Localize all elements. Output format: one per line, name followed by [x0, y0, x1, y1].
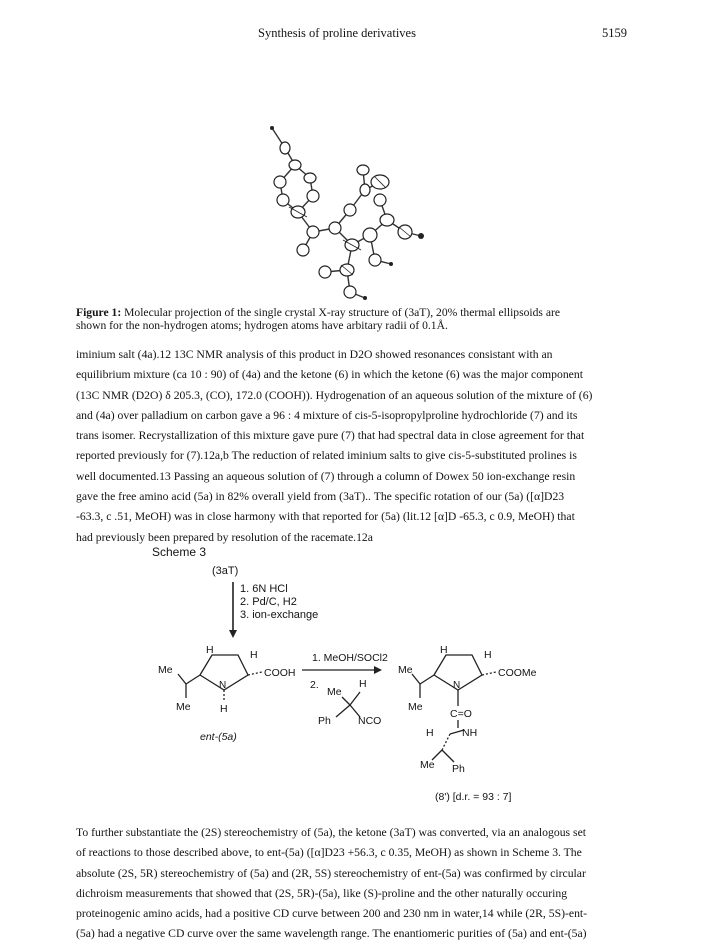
text-line: dichroism measurements that showed that (2S, 5R)-(5a), like (S)-proline and the other naturally occuring: [76, 886, 568, 900]
left-me-1: Me: [158, 664, 173, 676]
text-line: To further substantiate the (2S) stereochemistry of (5a), the ketone (3aT) was converted, via an analogous set: [76, 826, 587, 839]
text-line: trans isomer. Recrystallization of this mixture gave pure (7) that had spectral data in close agreement for that: [76, 429, 585, 443]
reagent-2-nco: NCO: [358, 715, 382, 727]
figure-caption: [76, 307, 632, 332]
page-number: 5159: [602, 26, 627, 40]
reagent-2-number: 2.: [310, 679, 319, 691]
right-h-1: H: [440, 644, 448, 656]
text-line: -63.3, c .51, MeOH) was in close harmony with that reported for (5a) (lit.12 [α]D -65.3, c 0.9, MeOH) that: [76, 510, 575, 524]
left-h-1: H: [206, 644, 214, 656]
right-me-1: Me: [398, 664, 413, 676]
text-line: gave the free amino acid (5a) in 82% overall yield from (3aT).. The specific rotation of our (5a) ([α]D23: [76, 490, 565, 504]
crystal-structure-figure: [255, 120, 455, 305]
text-line: and (4a) over palladium on carbon gave a 96 : 4 mixture of cis-5-isopropylproline hydrochloride (7) and its: [76, 408, 578, 422]
left-cooh: COOH: [264, 667, 296, 679]
right-coome: COOMe: [498, 667, 537, 679]
left-compound-label: ent-(5a): [200, 731, 237, 743]
scheme-title: Scheme 3: [152, 545, 207, 559]
step-3: 3. ion-exchange: [240, 609, 319, 621]
text-line: equilibrium mixture (ca 10 : 90) of (4a) and the ketone (6) in which the ketone (6) was the major component: [76, 368, 583, 382]
start-compound-label: (3aT): [212, 565, 239, 577]
text-line: proteinogenic amino acids, had a positive CD curve between 200 and 230 nm in water,14 while (2R, 5S)-ent-: [76, 907, 588, 921]
caption-text-2: shown for the non-hydrogen atoms; hydrogen atoms have arbitary radii of 0.1Å.: [76, 318, 448, 332]
arrowhead-down: [229, 630, 237, 638]
right-n: N: [453, 680, 461, 691]
reagent-2-me: Me: [327, 686, 342, 698]
right-compound-label: (8') [d.r. = 93 : 7]: [435, 791, 512, 803]
right-me-2: Me: [408, 701, 423, 713]
step-2: 2. Pd/C, H2: [240, 596, 297, 608]
text-line: well documented.13 Passing an aqueous solution of (7) through a column of Dowex 50 ion-exchange resin: [76, 469, 576, 483]
right-h-2: H: [484, 649, 492, 661]
left-me-2: Me: [176, 701, 191, 713]
text-line: (13C NMR (D2O) δ 205.3, (CO), 172.0 (COOH)). Hydrogenation of an aqueous solution of the mixture of (6): [76, 388, 593, 402]
reaction-scheme: [150, 560, 570, 820]
text-line: (5a) had a negative CD curve over the same wavelength range. The enantiomeric purities of (5a) and ent-(5a): [76, 927, 587, 941]
caption-text-1: Molecular projection of the single crystal X-ray structure of (3aT), 20% thermal ellipsoids are: [124, 306, 560, 319]
right-me-3: Me: [420, 759, 435, 771]
text-line: iminium salt (4a).12 13C NMR analysis of this product in D2O showed resonances consistant with an: [76, 348, 553, 361]
right-carbonyl: C=O: [450, 708, 472, 720]
right-nh: NH: [462, 727, 478, 739]
left-n: N: [219, 680, 227, 691]
ent-5a-structure: [178, 655, 262, 700]
right-ph: Ph: [452, 763, 465, 775]
reagent-1: 1. MeOH/SOCl2: [312, 652, 388, 664]
reagent-2-h: H: [359, 678, 367, 690]
arrowhead-right: [374, 666, 382, 674]
figure-label: Figure 1:: [76, 306, 122, 319]
body-paragraph-1: [76, 345, 632, 548]
body-paragraph-2: [76, 823, 632, 945]
left-h-3: H: [220, 703, 228, 715]
running-header: [0, 26, 701, 46]
text-line: of reactions to those described above, to ent-(5a) ([α]D23 +56.3, c 0.35, MeOH) as shown in Scheme 3. The: [76, 846, 582, 860]
text-line: reported previously for (7).12a,b The reduction of related iminium salts to give cis-5-substituted prolines is: [76, 449, 577, 463]
running-title: Synthesis of proline derivatives: [258, 26, 416, 40]
text-line: absolute (2S, 5R) stereochemistry of (5a) and (2R, 5S) stereochemistry of ent-(5a) was confirmed by circular: [76, 866, 586, 880]
left-h-2: H: [250, 649, 258, 661]
step-1: 1. 6N HCl: [240, 583, 288, 595]
reagent-2-ph: Ph: [318, 715, 331, 727]
right-h-3: H: [426, 727, 434, 739]
text-line: had previously been prepared by resolution of the racemate.12a: [76, 530, 373, 544]
